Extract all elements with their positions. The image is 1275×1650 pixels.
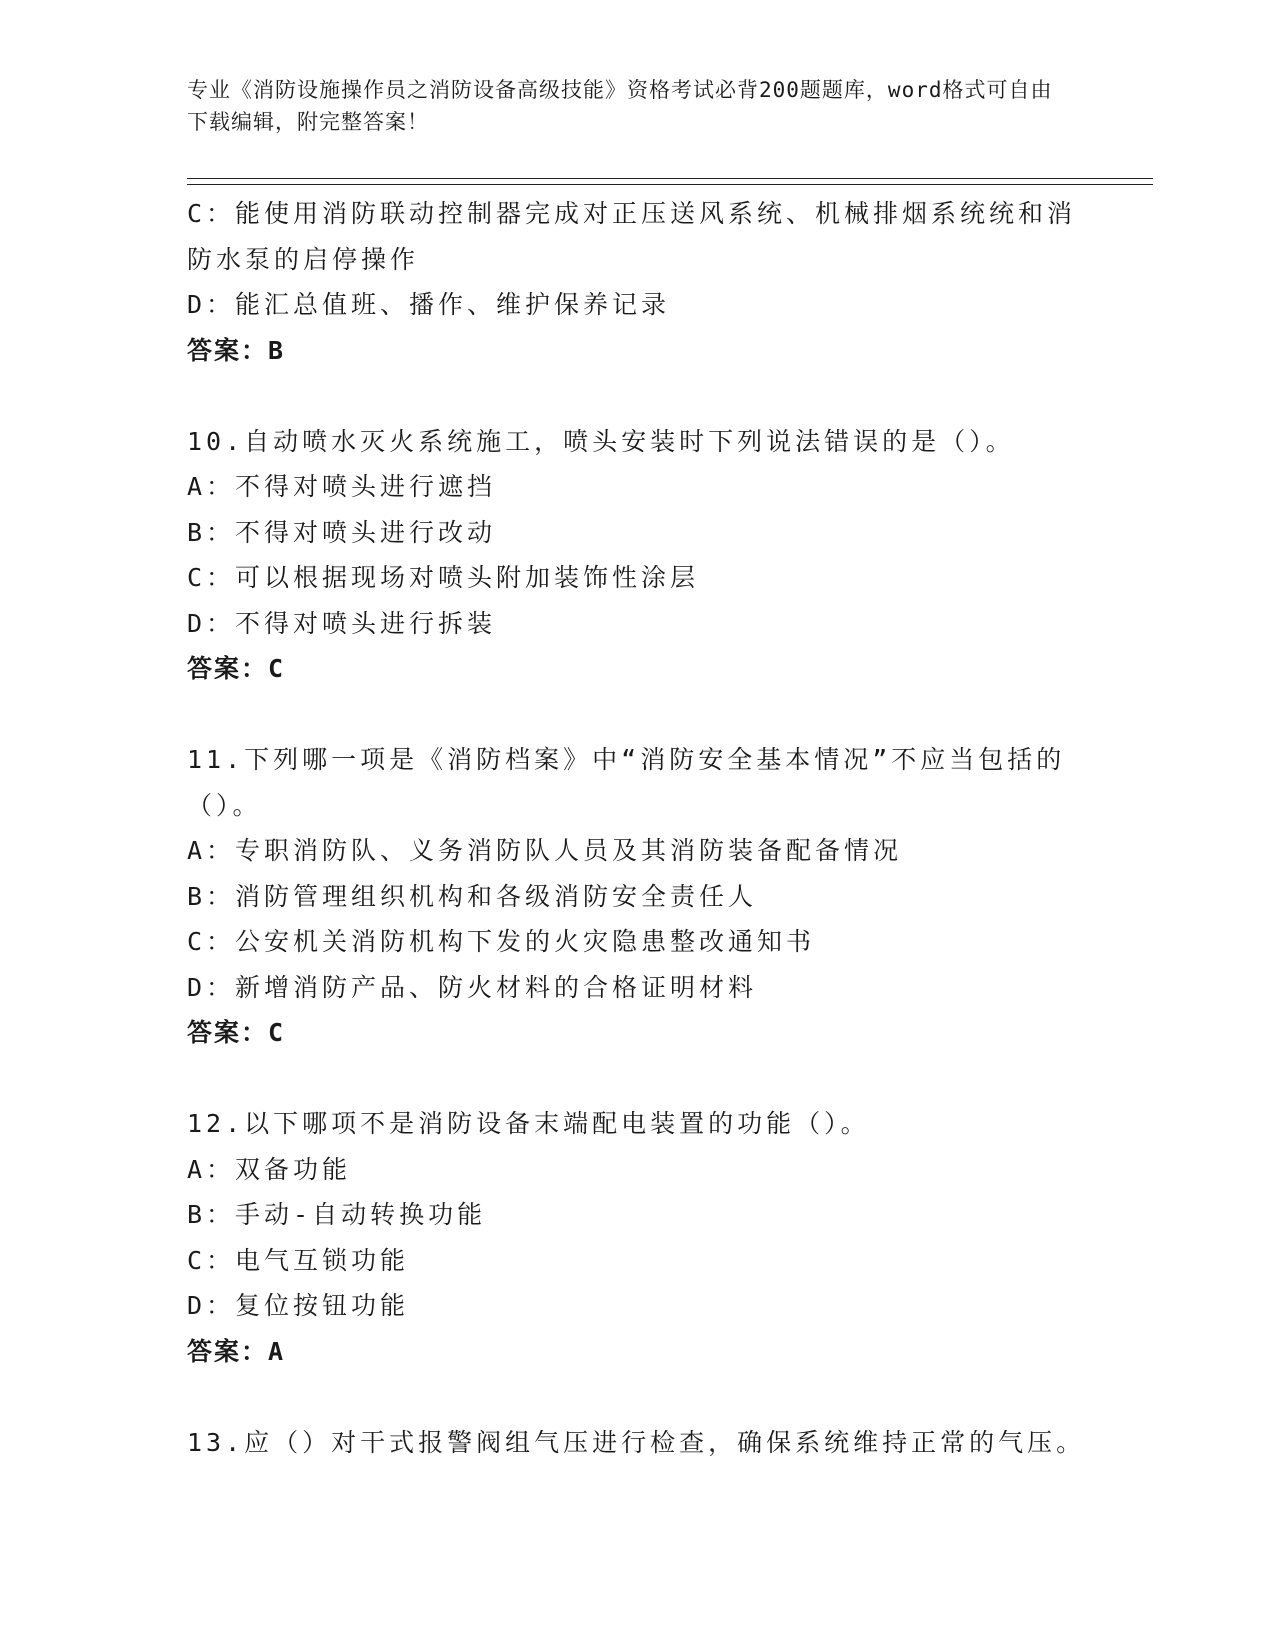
answer: 答案：C [187,654,286,683]
option-c: C：可以根据现场对喷头附加装饰性涂层 [187,563,700,592]
header-divider [187,178,1153,185]
question-stem: 11.下列哪一项是《消防档案》中“消防安全基本情况”不应当包括的（）。 [187,745,1066,820]
answer: 答案：C [187,1018,286,1047]
option-c: C：电气互锁功能 [187,1245,410,1275]
document-header: 专业《消防设施操作员之消防设备高级技能》资格考试必背200题题库，word格式可自由下载编辑，附完整答案！ [187,78,1053,134]
option-b: B：不得对喷头进行改动 [187,517,497,547]
spacer [187,1374,1087,1420]
option-a: A：不得对喷头进行遮挡 [187,472,497,501]
option-a: A：双备功能 [187,1154,352,1184]
spacer [187,692,1087,738]
option-a: A：专职消防队、义务消防队人员及其消防装备配备情况 [187,836,903,865]
option-c: C：能使用消防联动控制器完成对正压送风系统、机械排烟系统统和消防水泵的启停操作 [187,199,1077,274]
question-stem: 13.应（）对干式报警阀组气压进行检查，确保系统维持正常的气压。 [187,1427,1086,1457]
option-b: B：手动-自动转换功能 [187,1200,487,1229]
question-9 [187,191,1087,373]
spacer [187,373,1087,419]
option-c: C：公安机关消防机构下发的火灾隐患整改通知书 [187,927,816,956]
question-list [187,191,1087,1465]
option-d: D：能汇总值班、播作、维护保养记录 [187,290,671,319]
question-13 [187,1420,1087,1466]
question-12 [187,1101,1087,1374]
answer: 答案：A [187,1336,286,1366]
answer: 答案：B [187,335,286,365]
question-11 [187,737,1087,1056]
question-stem: 12.以下哪项不是消防设备末端配电装置的功能（）。 [187,1109,870,1138]
question-stem: 10.自动喷水灭火系统施工，喷头安装时下列说法错误的是（）。 [187,426,1015,456]
option-d: D：复位按钮功能 [187,1291,410,1320]
option-b: B：消防管理组织机构和各级消防安全责任人 [187,881,758,911]
spacer [187,1056,1087,1102]
question-10 [187,419,1087,692]
option-d: D：不得对喷头进行拆装 [187,608,497,638]
option-d: D：新增消防产品、防火材料的合格证明材料 [187,972,758,1002]
